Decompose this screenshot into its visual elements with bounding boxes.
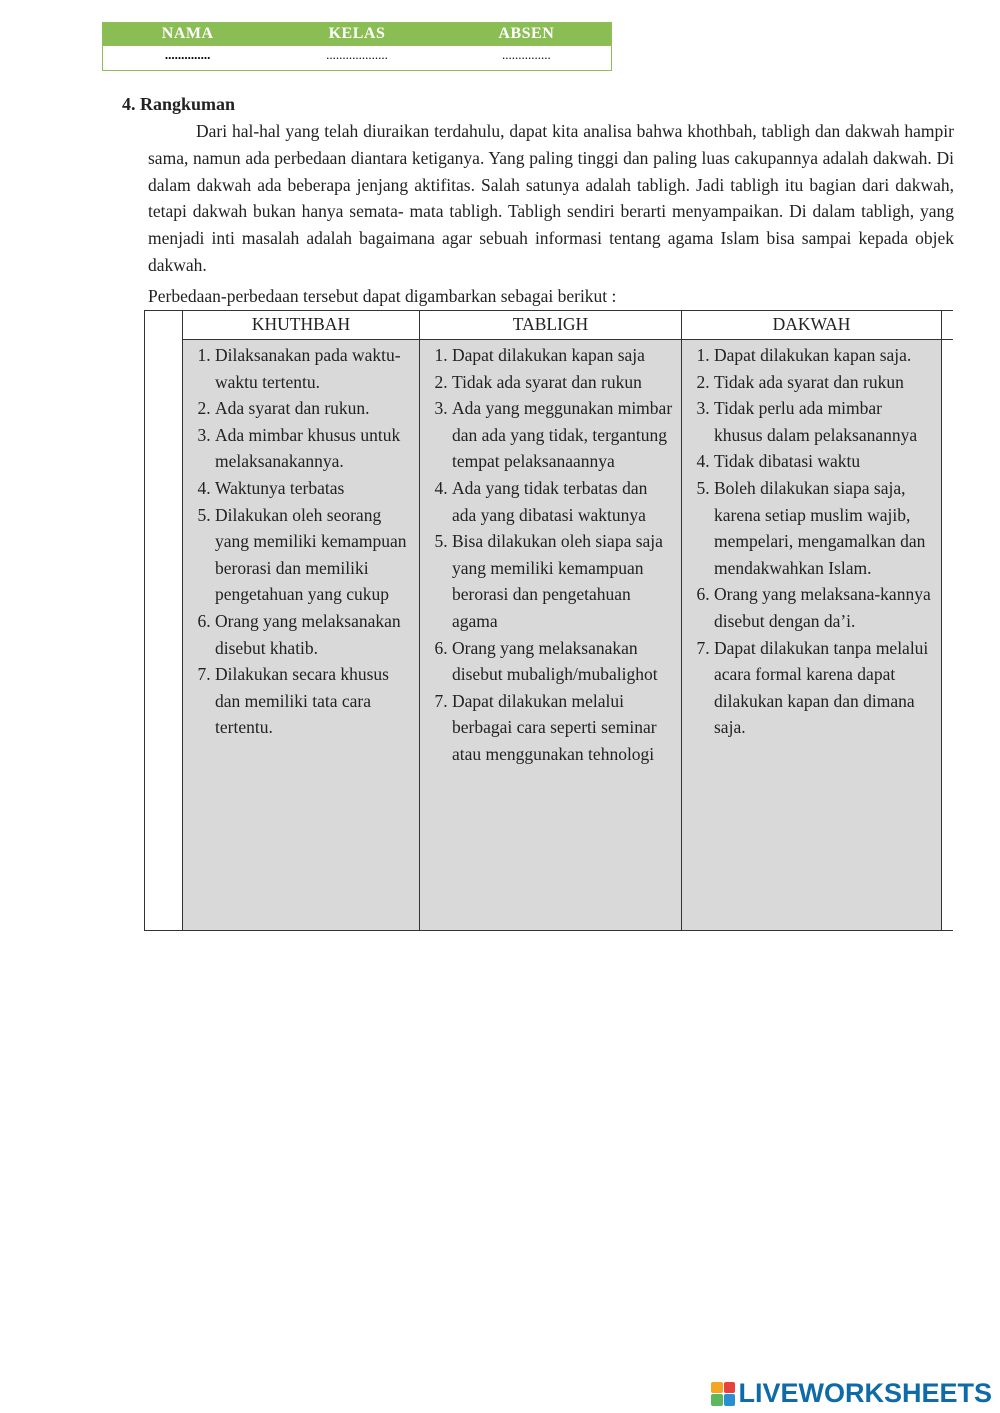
summary-paragraph: Dari hal-hal yang telah diuraikan terdahulu, dapat kita analisa bahwa khothbah, tabligh dan dakwah hampir sama, namun ada perbedaan diantara ketiganya. Yang paling tinggi dan paling luas cakupannya adalah dakwah. Di dalam dakwah ada beberapa jenjang aktifitas. Salah satunya adalah tabligh. Jadi tabligh itu bagian dari dakwah, tetapi dakwah bukan hanya semata- mata tabligh. Tabligh sendiri berarti menyampaikan. Di dalam tabligh, yang menjadi inti masalah adalah bagaimana agar sebuah informasi tentang agama Islam bisa sampai kepada objek dakwah. [148,121,954,275]
student-info-values-row [103,45,611,70]
list-item: 1. Dapat dilakukan kapan saja. [714,342,933,369]
list-item: 5. Boleh dilakukan siapa saja, karena setiap muslim wajib, mempelari, mengamalkan dan mendakwahkan Islam. [714,475,933,581]
header-label: TABLIGH [512,314,589,334]
dakwah-list [682,340,941,741]
list-item: 6. Orang yang melaksanakan disebut mubaligh/mubalighot [452,635,673,688]
header-label: DAKWAH [772,314,851,334]
header-kelas: KELAS [328,25,386,42]
list-item: 7. Dilakukan secara khusus dan memiliki tata cara tertentu. [215,661,411,741]
comparison-table [144,310,953,931]
tabligh-list [420,340,681,768]
list-item: 6. Orang yang melaksana-kannya disebut dengan da’i. [714,581,933,634]
list-item: 5. Bisa dilakukan oleh siapa saja yang memiliki kemampuan berorasi dan pengetahuan agama [452,528,673,634]
logo-square-icon [711,1394,723,1406]
header-absen: ABSEN [498,25,555,42]
table-intro-text: Perbedaan-perbedaan tersebut dapat digambarkan sebagai berikut : [148,286,617,306]
list-item: 3. Ada mimbar khusus untuk melaksanakannya. [215,422,411,475]
column-khuthbah [182,311,419,930]
list-item: 2. Ada syarat dan rukun. [215,395,411,422]
logo-square-icon [724,1394,736,1406]
liveworksheets-logo[interactable] [711,1378,992,1409]
list-item: 7. Dapat dilakukan melalui berbagai cara seperti seminar atau menggunakan tehnologi [452,688,673,768]
list-item: 1. Dapat dilakukan kapan saja [452,342,673,369]
student-info-header-row [103,23,611,45]
student-info-table [102,22,612,71]
header-label: KHUTHBAH [251,314,351,334]
section-title: 4. Rangkuman [122,94,236,114]
column-header-dakwah [682,311,941,340]
khuthbah-list [183,340,419,741]
absen-field[interactable]: ............... [501,47,551,62]
empty-column [941,311,953,930]
list-item: 2. Tidak ada syarat dan rukun [452,369,673,396]
list-item: 5. Dilakukan oleh seorang yang memiliki kemampuan berorasi dan memiliki pengetahuan yang cukup [215,502,411,608]
kelas-field[interactable]: ................... [326,47,388,62]
list-item: 7. Dapat dilakukan tanpa melalui acara formal karena dapat dilakukan kapan dan dimana saja. [714,635,933,741]
logo-text: LIVEWORKSHEETS [738,1378,992,1408]
list-item: 3. Tidak perlu ada mimbar khusus dalam pelaksanannya [714,395,933,448]
column-header-khuthbah [183,311,419,340]
list-item: 4. Tidak dibatasi waktu [714,448,933,475]
list-item: 4. Ada yang tidak terbatas dan ada yang dibatasi waktunya [452,475,673,528]
column-header-tabligh [420,311,681,340]
empty-column-header [942,311,953,340]
list-item: 6. Orang yang melaksanakan disebut khatib. [215,608,411,661]
list-item: 2. Tidak ada syarat dan rukun [714,369,933,396]
header-nama: NAMA [161,25,214,42]
logo-square-icon [724,1382,736,1394]
logo-square-icon [711,1382,723,1394]
nama-field[interactable]: .............. [164,47,211,62]
column-tabligh [419,311,681,930]
list-item: 1. Dilaksanakan pada waktu-waktu tertentu. [215,342,411,395]
logo-mark-icon [711,1382,735,1406]
column-dakwah [681,311,941,930]
list-item: 4. Waktunya terbatas [215,475,411,502]
list-item: 3. Ada yang meggunakan mimbar dan ada yang tidak, tergantung tempat pelaksanaannya [452,395,673,475]
